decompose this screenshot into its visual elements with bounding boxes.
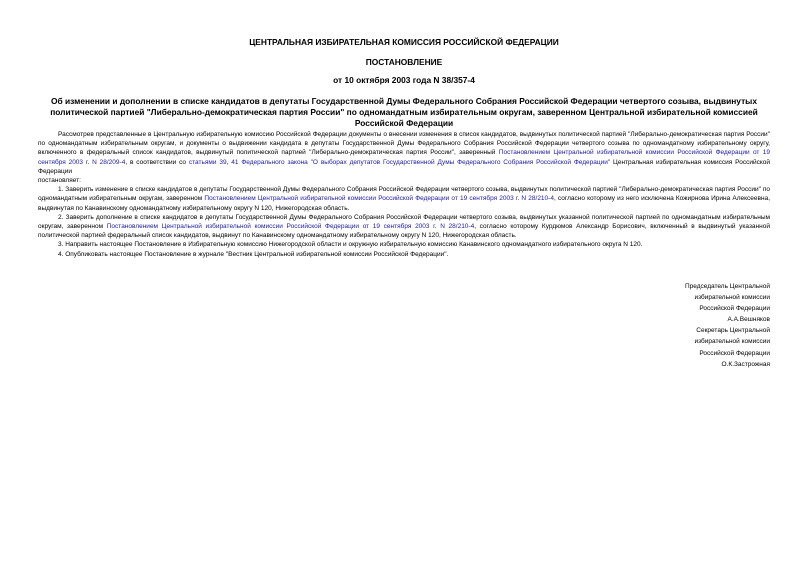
- link-resolution-28-209-4[interactable]: Постановлением Центральной избирательной комиссии Российской Федерации от 19 сентября 2003 г. N 28/209-4: [38, 149, 770, 166]
- document-type: ПОСТАНОВЛЕНИЕ: [365, 57, 443, 67]
- item-1-text-1: 1. Заверить изменение в списке кандидатов в депутаты Государственной Думы Федерального Собрания Российской Федерации четвертого созыва, выдвинутых политической партией "Либерально-демократическая партия России" по одномандатным избирательным округам, заверенном: [38, 186, 770, 203]
- preamble-text-4: Центральная избирательная комиссия Российской Федерации: [38, 158, 770, 175]
- document-body: [38, 130, 770, 259]
- chair-title-line-2: избирательной комиссии: [694, 294, 770, 302]
- preamble-text-2: , в соответствии со: [125, 158, 189, 166]
- secretary-name: О.К.Застрожная: [721, 360, 770, 368]
- item-2-text-1: 2. Заверить дополнение в списке кандидатов в депутаты Государственной Думы Федерального Собрания Российской Федерации четвертого созыва, выдвинутых указанной политической партией по одномандатным избирательным округам, заверенном: [38, 213, 770, 231]
- item-4-paragraph: 4. Опубликовать настоящее Постановление в журнале "Вестник Центральной избирательной комиссии Российской Федерации".: [58, 250, 449, 258]
- link-resolution-28-210-4-b[interactable]: Постановлением Центральной избирательной комиссии Российской Федерации от 19 сентября 2003 г. N 28/210-4: [106, 223, 475, 231]
- secretary-title-line-1: Секретарь Центральной: [696, 327, 770, 335]
- chair-title-line-3: Российской Федерации: [699, 305, 770, 313]
- document-date-number: от 10 октября 2003 года N 38/357-4: [333, 75, 475, 85]
- link-article-39[interactable]: статьями 39: [188, 158, 227, 166]
- item-1-paragraph: [38, 185, 770, 213]
- document-title: Об изменении и дополнении в списке кандидатов в депутаты Государственной Думы Федерального Собрания Российской Федерации четвертого созыва, выдвинутых политической партией "Либерально-демократическая партия России" по одномандатным избирательным округам, заверенном Центральной избирательной комиссией Российской Федерации: [50, 96, 758, 129]
- preamble-text-1: Рассмотрев представленные в Центральную избирательную комиссию Российской Федерации документы о внесении изменения в список кандидатов, выдвинутых политической партией "Либерально-демократическая партия России" по одномандатным избирательным округам, и документы о выдвижении кандидата в депутаты Государственной Думы Федерального Собрания Российской Федерации четвертого созыва по одномандатному избирательному округу, включенного в федеральный список кандидатов, выдвинутый политической партией "Либерально-демократическая партия России", заверенный: [38, 131, 770, 157]
- signature-block: [630, 281, 770, 370]
- resolves-line: постановляет:: [38, 177, 81, 185]
- organization-heading: ЦЕНТРАЛЬНАЯ ИЗБИРАТЕЛЬНАЯ КОМИССИЯ РОССИЙСКОЙ ФЕДЕРАЦИИ: [249, 37, 559, 47]
- secretary-title-line-3: Российской Федерации: [699, 349, 770, 357]
- chair-name: А.А.Вешняков: [727, 316, 770, 324]
- item-3-paragraph: 3. Направить настоящее Постановление в Избирательную комиссию Нижегородской области и окружную избирательную комиссию Канавинского одномандатного избирательного округа N 120.: [58, 241, 643, 249]
- link-federal-law[interactable]: 41 Федерального закона "О выборах депутатов Государственной Думы Федерального Собрания Российской Федерации": [231, 158, 611, 166]
- item-1-text-2: , согласно которому из него исключена Кожирнова Ирина Алексеевна, выдвинутая по Канавинскому одномандатному избирательному округу N 120, Нижегородская область.: [38, 195, 770, 212]
- link-resolution-28-210-4-a[interactable]: Постановлением Центральной избирательной комиссии Российской Федерации от 19 сентября 2003 г. N 28/210-4: [204, 195, 554, 203]
- chair-title-line-1: Председатель Центральной: [684, 283, 770, 290]
- preamble-paragraph: [38, 130, 770, 176]
- item-2-paragraph: [38, 213, 770, 241]
- preamble-text-3: ,: [226, 158, 232, 166]
- item-2-text-2: , согласно которому Курдюмов Александр Борисович, включенный в выдвинутый указанной политической партией федеральный список кандидатов, выдвинут по Канавинскому одномандатному избирательному округу N 120, Нижегородская область.: [38, 223, 770, 240]
- secretary-title-line-2: избирательной комиссии: [694, 338, 770, 346]
